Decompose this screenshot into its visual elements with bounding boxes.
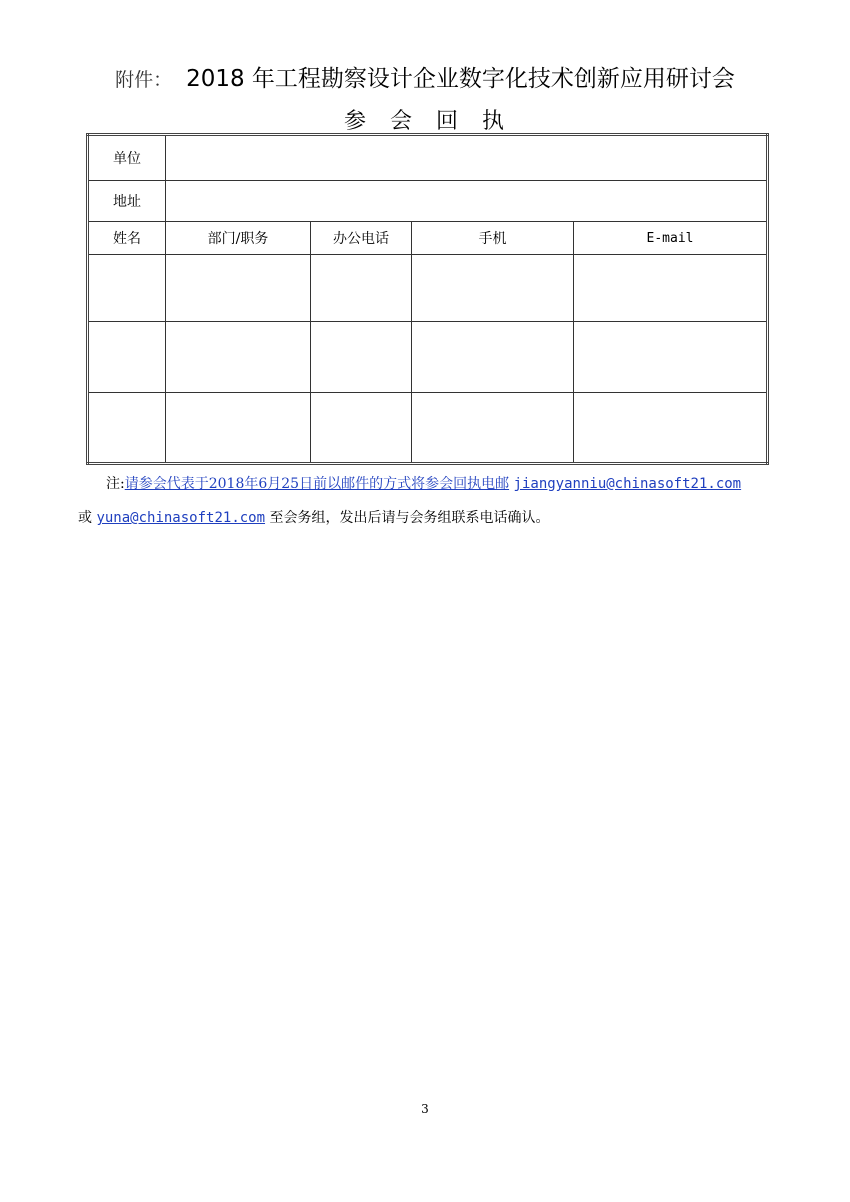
note-prefix: 注: bbox=[106, 476, 125, 492]
department-cell[interactable] bbox=[166, 255, 311, 322]
department-cell[interactable] bbox=[166, 322, 311, 393]
unit-row bbox=[88, 135, 768, 181]
attendee-row bbox=[88, 255, 768, 322]
attendee-row bbox=[88, 393, 768, 464]
mobile-cell[interactable] bbox=[412, 322, 574, 393]
attendee-row bbox=[88, 322, 768, 393]
mobile-cell[interactable] bbox=[412, 393, 574, 464]
header-name: 姓名 bbox=[88, 222, 166, 255]
page-title bbox=[0, 60, 850, 93]
header-department: 部门/职务 bbox=[166, 222, 311, 255]
column-header-row bbox=[88, 222, 768, 255]
address-row bbox=[88, 181, 768, 222]
address-label: 地址 bbox=[88, 181, 166, 222]
unit-label: 单位 bbox=[88, 135, 166, 181]
note-text-2: 至会务组，发出后请与会务组联系电话确认。 bbox=[269, 510, 550, 526]
note-instruction-link[interactable]: 请参会代表于2018年6月25日前以邮件的方式将参会回执电邮 bbox=[124, 476, 510, 492]
form-subtitle: 参会回执 bbox=[343, 109, 528, 134]
office-phone-cell[interactable] bbox=[311, 322, 412, 393]
email-link-2[interactable]: yuna@chinasoft21.com bbox=[96, 510, 266, 526]
email-cell[interactable] bbox=[574, 393, 768, 464]
name-cell[interactable] bbox=[88, 322, 166, 393]
office-phone-cell[interactable] bbox=[311, 393, 412, 464]
office-phone-cell[interactable] bbox=[311, 255, 412, 322]
header-email: E-mail bbox=[574, 222, 768, 255]
note-or: 或 bbox=[78, 510, 92, 526]
unit-input-cell[interactable] bbox=[166, 135, 768, 181]
header-mobile: 手机 bbox=[412, 222, 574, 255]
attachment-label: 附件： bbox=[115, 69, 173, 91]
header-office-phone: 办公电话 bbox=[311, 222, 412, 255]
address-input-cell[interactable] bbox=[166, 181, 768, 222]
email-cell[interactable] bbox=[574, 255, 768, 322]
note-line-1 bbox=[106, 473, 741, 493]
event-title: 2018 年工程勘察设计企业数字化技术创新应用研讨会 bbox=[186, 66, 735, 92]
mobile-cell[interactable] bbox=[412, 255, 574, 322]
email-link-1[interactable]: jiangyanniu@chinasoft21.com bbox=[513, 476, 742, 492]
name-cell[interactable] bbox=[88, 255, 166, 322]
email-cell[interactable] bbox=[574, 322, 768, 393]
note-line-2 bbox=[78, 507, 549, 527]
registration-form-table bbox=[86, 133, 769, 465]
page-number: 3 bbox=[421, 1102, 429, 1116]
name-cell[interactable] bbox=[88, 393, 166, 464]
department-cell[interactable] bbox=[166, 393, 311, 464]
